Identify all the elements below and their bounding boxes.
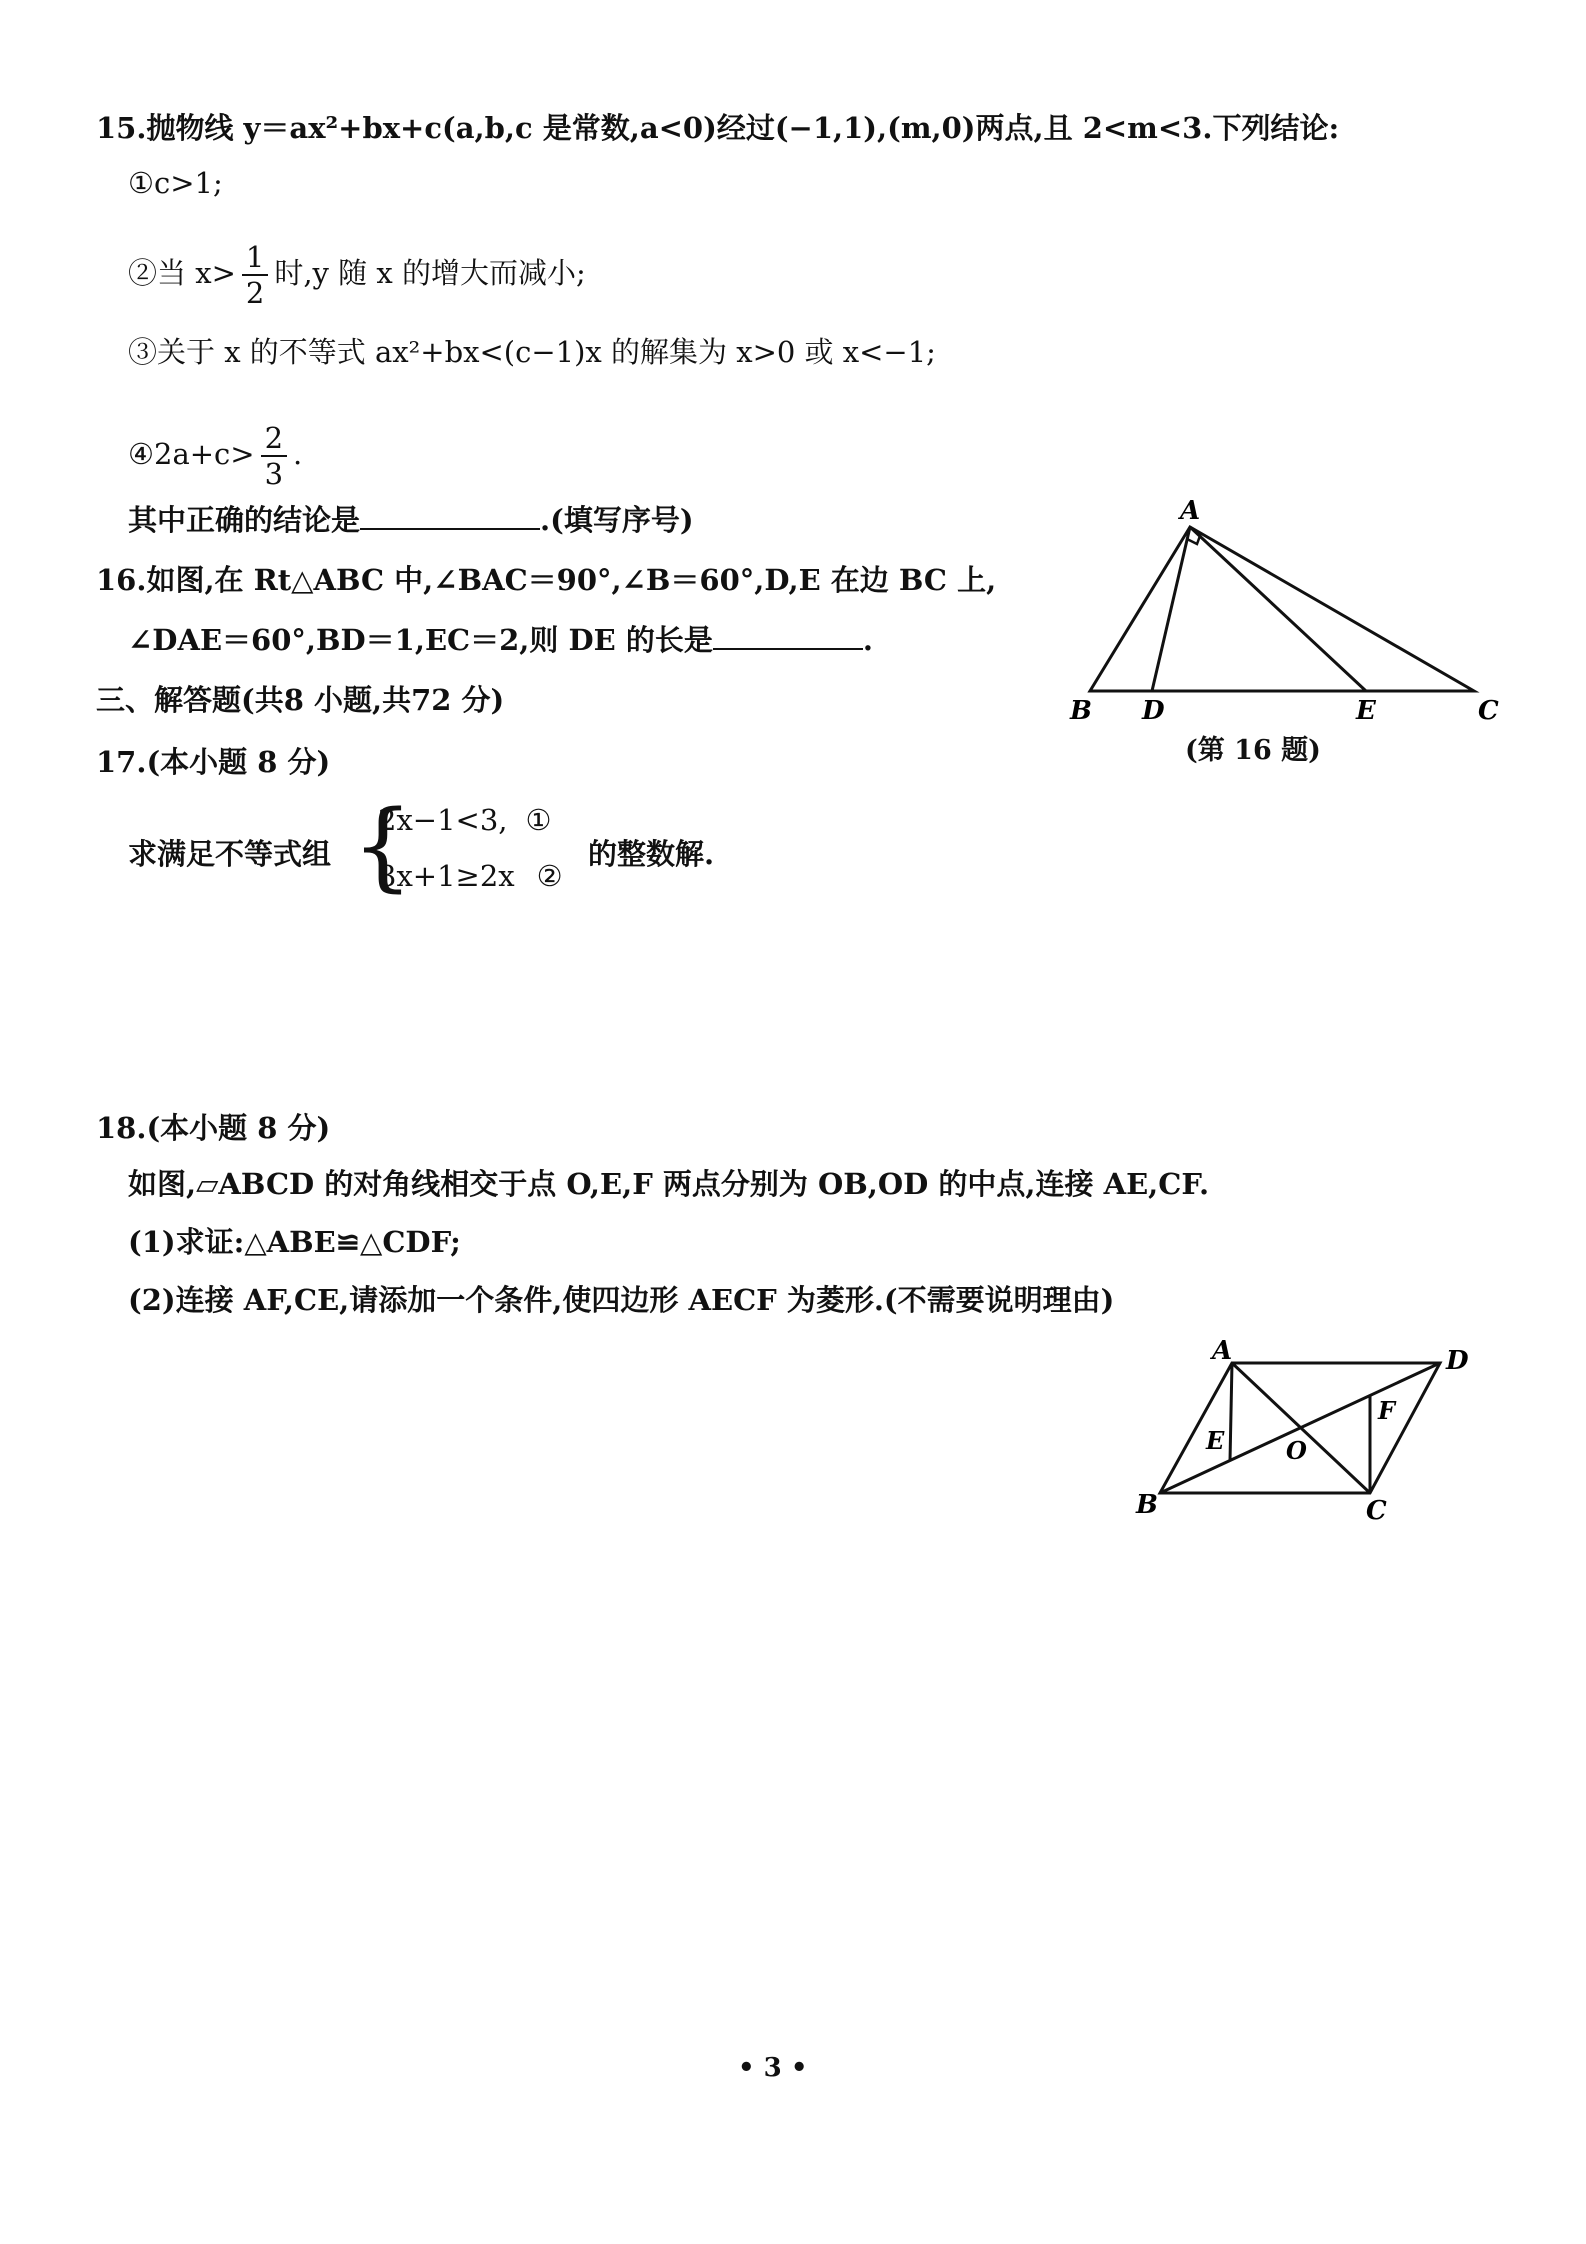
q15-fraction-two-thirds-denominator: 3 [264,457,284,491]
circled-2: ② [536,859,563,893]
triangle-abc [1090,527,1474,691]
inequality-2-text: 3x+1≥2x [378,859,515,893]
label-f: F [1378,1396,1396,1425]
segment-ae [1230,1363,1232,1461]
q18-header: 18.(本小题 8 分) [96,1111,331,1145]
label-e: E [1206,1426,1225,1455]
label-b: B [1070,696,1092,726]
q15-stem: 15.抛物线 y＝ax²+bx+c(a,b,c 是常数,a<0)经过(−1,1),(m,0)两点,且 2<m<3.下列结论: [96,111,1340,145]
q15-option-3: ③关于 x 的不等式 ax²+bx<(c−1)x 的解集为 x>0 或 x<−1; [128,335,936,369]
q15-option-4 [128,421,302,491]
label-e: E [1356,696,1376,726]
q15-answer-prefix: 其中正确的结论是 [128,503,361,537]
label-c: C [1366,1496,1387,1525]
label-d: D [1142,696,1165,726]
q16-triangle-figure [1060,495,1520,735]
circled-1: ① [525,803,552,837]
page-number: • 3 • [738,2053,808,2083]
q16-line-2 [128,620,873,660]
q17-header: 17.(本小题 8 分) [96,745,331,779]
q15-answer-line [128,500,694,540]
inequality-2 [378,856,563,896]
label-a: A [1180,496,1201,526]
q17-suffix: 的整数解. [588,837,715,871]
q15-option-4-prefix: ④2a+c> [128,437,255,471]
q15-fraction-two-thirds-numerator: 2 [261,421,287,457]
q18-part-1: (1)求证:△ABE≌△CDF; [128,1225,461,1259]
q15-fraction-half [242,240,268,310]
q16-line-2-prefix: ∠DAE＝60°,BD＝1,EC＝2,则 DE 的长是 [128,623,713,657]
q16-figure-caption: (第 16 题) [1185,735,1321,766]
diagonal-bd [1160,1363,1440,1493]
label-c: C [1478,696,1499,726]
q17-inequality-system [352,790,592,906]
label-a: A [1212,1336,1233,1366]
inequality-1 [378,800,552,840]
q16-line-1: 16.如图,在 Rt△ABC 中,∠BAC＝90°,∠B＝60°,D,E 在边 BC 上, [96,563,997,597]
q15-option-2-prefix: ②当 x> [128,256,236,290]
label-b: B [1136,1490,1158,1520]
segment-ad [1152,527,1190,691]
q17-prompt: 求满足不等式组 [128,837,332,871]
inequality-1-text: 2x−1<3, [378,803,508,837]
section-3-heading: 三、解答题(共8 小题,共72 分) [96,683,505,717]
q15-option-4-suffix: . [293,437,303,471]
q15-option-2-suffix: 时,y 随 x 的增大而减小; [274,256,586,290]
label-d: D [1446,1346,1469,1376]
label-o: O [1286,1436,1307,1465]
q18-statement: 如图,▱ABCD 的对角线相交于点 O,E,F 两点分别为 OB,OD 的中点,连接 AE,CF. [128,1167,1210,1201]
q15-answer-blank[interactable] [360,528,540,530]
q18-part-2: (2)连接 AF,CE,请添加一个条件,使四边形 AECF 为菱形.(不需要说明理由) [128,1283,1115,1317]
q15-option-1: ①c>1; [128,166,223,200]
q15-fraction-half-denominator: 2 [245,276,265,310]
q16-answer-blank[interactable] [713,648,863,650]
segment-ae [1190,527,1366,691]
q18-parallelogram-figure [1120,1325,1500,1525]
q16-line-2-suffix: . [862,623,873,657]
q15-fraction-two-thirds [261,421,287,491]
q15-option-2 [128,240,586,310]
q15-fraction-half-numerator: 1 [242,240,268,276]
system-brace: { [352,790,414,902]
q15-answer-suffix: .(填写序号) [540,503,694,537]
